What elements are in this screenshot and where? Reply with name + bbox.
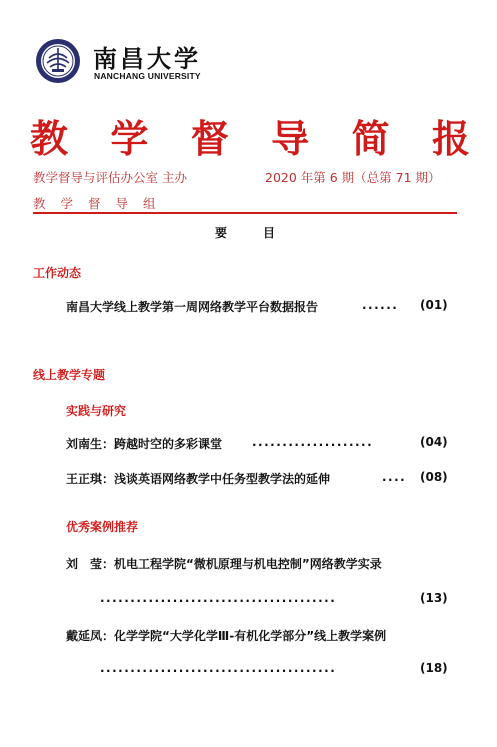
bulletin-title [30,108,470,163]
bulletin-title-char: 报 [431,116,470,161]
bulletin-title-char: 导 [271,116,310,161]
toc-page-number[interactable]: (04) [420,435,448,449]
toc-leader-dots: ....................................... [100,661,337,675]
header-divider [33,212,457,214]
toc-page-number[interactable]: (18) [420,661,448,675]
subsection-heading: 优秀案例推荐 [66,520,139,534]
bulletin-title-char: 督 [190,116,229,161]
toc-leader-dots: .................... [252,435,374,449]
toc-entry-title[interactable]: 戴延凤：化学学院“大学化学Ⅲ-有机化学部分”线上教学案例 [66,629,387,643]
toc-title: 要目 [215,226,312,240]
sponsor-text: 教学督导与评估办公室 主办 [33,170,187,185]
publication-line [33,168,473,186]
university-name-cn: 南昌大学 [93,44,201,73]
toc-entry-title[interactable]: 王正琪：浅谈英语网络教学中任务型教学法的延伸 [66,472,331,486]
bulletin-title-char: 简 [351,116,390,161]
university-seal-icon [35,38,81,84]
toc-entry-title[interactable]: 刘南生：跨越时空的多彩课堂 [66,437,223,451]
university-name-en: NANCHANG UNIVERSITY [94,71,201,81]
toc-entry-title[interactable]: 刘 莹：机电工程学院“微机原理与机电控制”网络教学实录 [66,557,382,571]
section-heading: 工作动态 [33,266,82,280]
editorial-group: 教学督导组 [33,196,171,211]
toc-page-number[interactable]: (08) [420,470,448,484]
section-heading: 线上教学专题 [33,368,106,382]
toc-page-number[interactable]: (01) [420,298,448,312]
subsection-heading: 实践与研究 [66,404,127,418]
toc-page-number[interactable]: (13) [420,591,448,605]
bulletin-title-char: 学 [110,116,149,161]
bulletin-title-char: 教 [30,116,69,161]
issue-number: 2020 年第 6 期（总第 71 期） [265,170,441,185]
university-logo [35,38,265,88]
toc-leader-dots: ...... [362,298,399,312]
toc-entry-title[interactable]: 南昌大学线上教学第一周网络教学平台数据报告 [66,300,319,314]
toc-leader-dots: ....................................... [100,591,337,605]
toc-leader-dots: .... [382,470,407,484]
